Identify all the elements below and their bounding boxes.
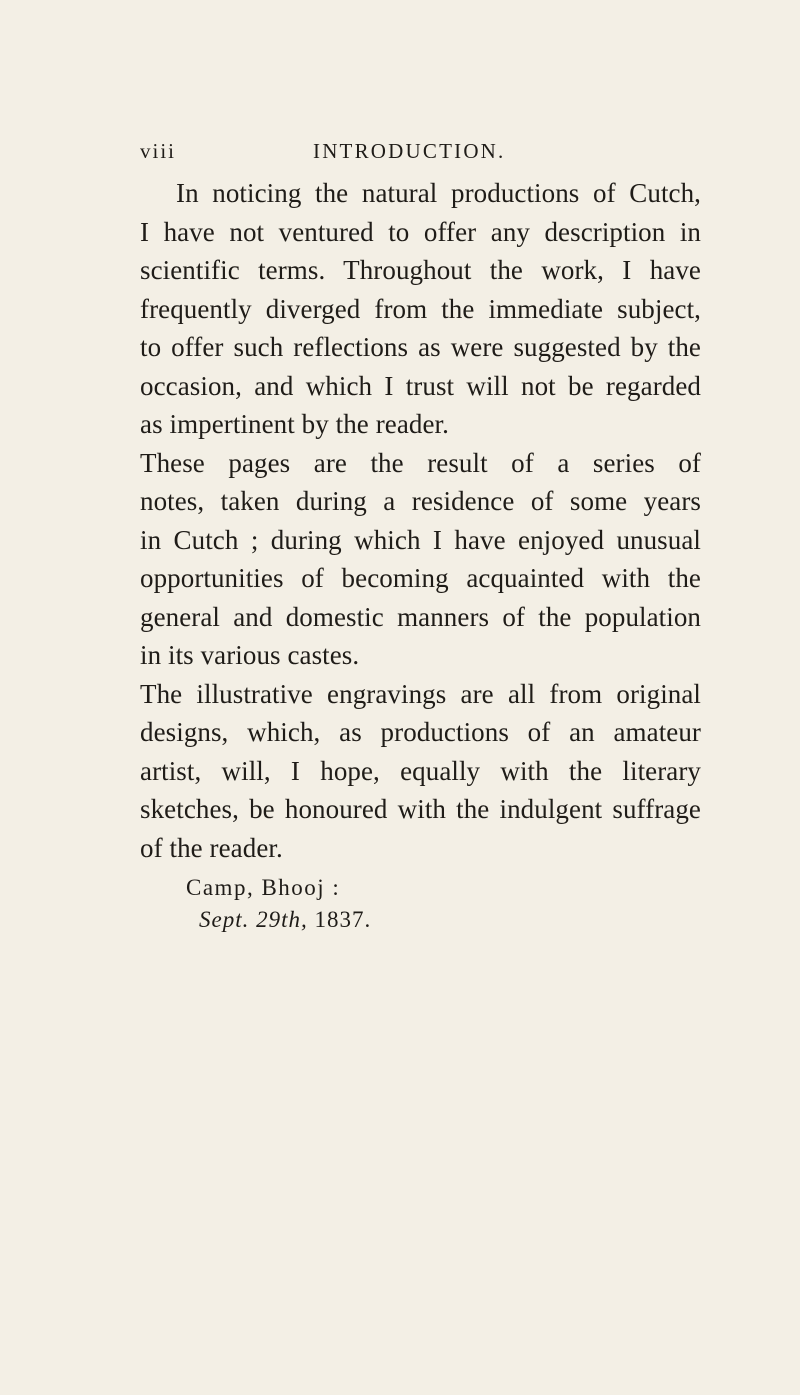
page-number: viii bbox=[140, 139, 177, 163]
text-line: in its various castes. bbox=[140, 640, 360, 670]
text-line: I have not ventured to offer any description in bbox=[140, 216, 701, 247]
text-line: sketches, be honoured with the indulgent suffrage bbox=[140, 794, 701, 824]
text-line: opportunities of becoming acquainted with the bbox=[140, 563, 701, 593]
signature-year: 1837. bbox=[314, 907, 372, 932]
text-line: occasion, and which I trust will not be regarded bbox=[140, 370, 701, 401]
text-line: notes, taken during a residence of some years bbox=[140, 486, 701, 516]
text-line: In noticing the natural productions of Cutch, bbox=[176, 178, 701, 208]
paragraph-3 bbox=[140, 675, 701, 868]
running-title: INTRODUCTION. bbox=[313, 139, 506, 163]
text-line: of the reader. bbox=[140, 832, 283, 863]
text-line: The illustrative engravings are all from original bbox=[140, 678, 701, 709]
text-line: These pages are the result of a series of bbox=[140, 447, 701, 478]
text-line: scientific terms. Throughout the work, I have bbox=[140, 255, 701, 285]
introduction-text bbox=[140, 174, 701, 867]
text-line: designs, which, as productions of an amateur bbox=[140, 717, 701, 747]
text-line: general and domestic manners of the population bbox=[140, 601, 701, 632]
text-line: as impertinent by the reader. bbox=[140, 409, 449, 439]
signature-place: Camp, Bhooj : bbox=[186, 875, 341, 900]
text-line: to offer such reflections as were suggested by the bbox=[140, 332, 701, 362]
signature-block bbox=[186, 872, 371, 936]
paragraph-1 bbox=[140, 174, 701, 444]
text-line: artist, will, I hope, equally with the literary bbox=[140, 755, 701, 786]
running-head bbox=[140, 139, 700, 167]
text-line: in Cutch ; during which I have enjoyed unusual bbox=[140, 524, 701, 555]
paragraph-2 bbox=[140, 444, 701, 675]
signature-date bbox=[186, 904, 371, 936]
signature-date-italic: Sept. 29th, bbox=[199, 907, 308, 932]
text-line: frequently diverged from the immediate subject, bbox=[140, 293, 701, 324]
